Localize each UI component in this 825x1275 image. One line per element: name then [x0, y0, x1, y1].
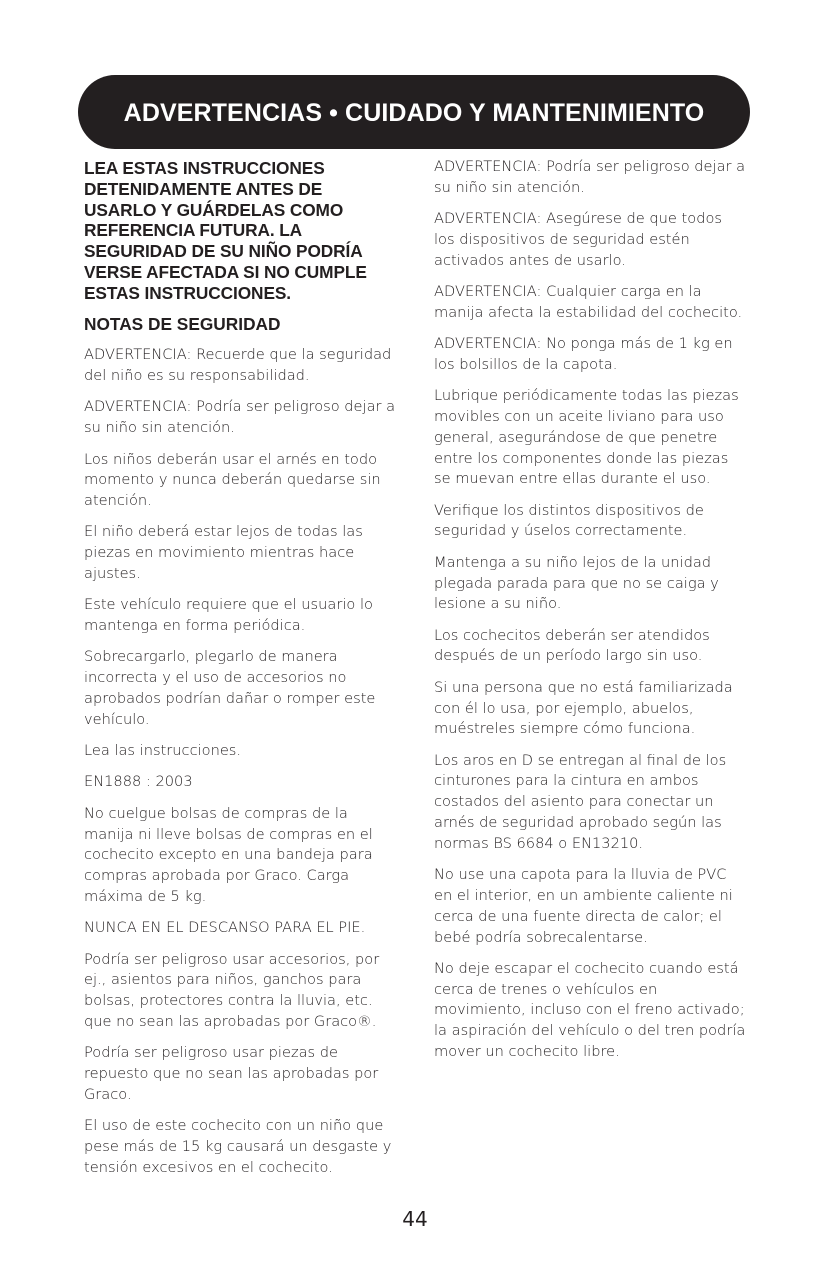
paragraph: El uso de este cochecito con un niño que pese más de 15 kg causará un desgaste y tensión excesivos en el cochecito.: [84, 1117, 392, 1176]
paragraph: ADVERTENCIA: Asegúrese de que todos los dispositivos de seguridad estén activados antes de usarlo.: [434, 210, 722, 269]
paragraph: ADVERTENCIA: Recuerde que la seguridad del niño es su responsabilidad.: [84, 346, 392, 385]
paragraph: Si una persona que no está familiarizada con él lo usa, por ejemplo, abuelos, muéstreles siempre cómo funciona.: [434, 678, 733, 738]
paragraph: Este vehículo requiere que el usuario lo mantenga en forma periódica.: [84, 596, 373, 635]
paragraph: Verifique los distintos dispositivos de seguridad y úselos correctamente.: [434, 501, 704, 540]
paragraph: Lea las instrucciones.: [84, 742, 242, 760]
paragraph: Lubrique periódicamente todas las piezas movibles con un aceite liviano para uso general, asegurándose de que penetre entre los componentes donde las piezas se muevan entre ellas durante el uso.: [434, 387, 739, 488]
paragraph: NUNCA EN EL DESCANSO PARA EL PIE.: [84, 919, 366, 937]
paragraph: ADVERTENCIA: Podría ser peligroso dejar a su niño sin atención.: [84, 398, 396, 437]
paragraph: ADVERTENCIA: No ponga más de 1 kg en los bolsillos de la capota.: [434, 335, 733, 373]
section-title-banner: [78, 75, 750, 149]
intro-warning: LEA ESTAS INSTRUCCIONES DETENIDAMENTE ANTES DE USARLO Y GUÁRDELAS COMO REFERENCIA FUTURA. LA SEGURIDAD DE SU NIÑO PODRÍA VERSE AFECTADA SI NO CUMPLE ESTAS INSTRUCCIONES.: [84, 158, 367, 303]
paragraph: Podría ser peligroso usar accesorios, por ej., asientos para niños, ganchos para bolsas, protectores contra la lluvia, etc. que no sean las aprobadas por Graco®.: [84, 950, 380, 1030]
paragraph: No use una capota para la lluvia de PVC en el interior, en un ambiente caliente ni cerca de una fuente directa de calor; el bebé podría sobrecalentarse.: [434, 866, 733, 946]
paragraph: Mantenga a su niño lejos de la unidad plegada parada para que no se caiga y lesione a su niño.: [434, 553, 719, 613]
page-number: 44: [402, 1207, 428, 1231]
paragraph: EN1888 : 2003: [84, 773, 193, 791]
right-column: [434, 157, 746, 1073]
section-title: ADVERTENCIAS • CUIDADO Y MANTENIMIENTO: [123, 98, 705, 127]
paragraph: Los cochecitos deberán ser atendidos después de un período largo sin uso.: [434, 626, 710, 665]
paragraph: Sobrecargarlo, plegarlo de manera incorrecta y el uso de accesorios no aprobados podrían dañar o romper este vehículo.: [84, 648, 376, 728]
safety-notes-heading: NOTAS DE SEGURIDAD: [84, 314, 281, 335]
paragraph: No cuelgue bolsas de compras de la manija ni lleve bolsas de compras en el cochecito excepto en una bandeja para compras aprobada por Graco. Carga máxima de 5 kg.: [84, 804, 373, 905]
paragraph: No deje escapar el cochecito cuando está cerca de trenes o vehículos en movimiento, incluso con el freno activado; la aspiración del vehículo o del tren podría mover un cochecito libre.: [434, 959, 746, 1060]
paragraph: El niño deberá estar lejos de todas las piezas en movimiento mientras hace ajustes.: [84, 523, 363, 583]
paragraph: Los aros en D se entregan al final de los cinturones para la cintura en ambos costados del asiento para conectar un arnés de seguridad aprobado según las normas BS 6684 o EN13210.: [434, 751, 727, 852]
paragraph: ADVERTENCIA: Cualquier carga en la manija afecta la estabilidad del cochecito.: [434, 282, 743, 321]
paragraph: Podría ser peligroso usar piezas de repuesto que no sean las aprobadas por Graco.: [84, 1044, 379, 1103]
paragraph: Los niños deberán usar el arnés en todo momento y nunca deberán quedarse sin atención.: [84, 450, 381, 510]
left-column: [84, 158, 396, 1189]
paragraph: ADVERTENCIA: Podría ser peligroso dejar a su niño sin atención.: [434, 158, 746, 196]
